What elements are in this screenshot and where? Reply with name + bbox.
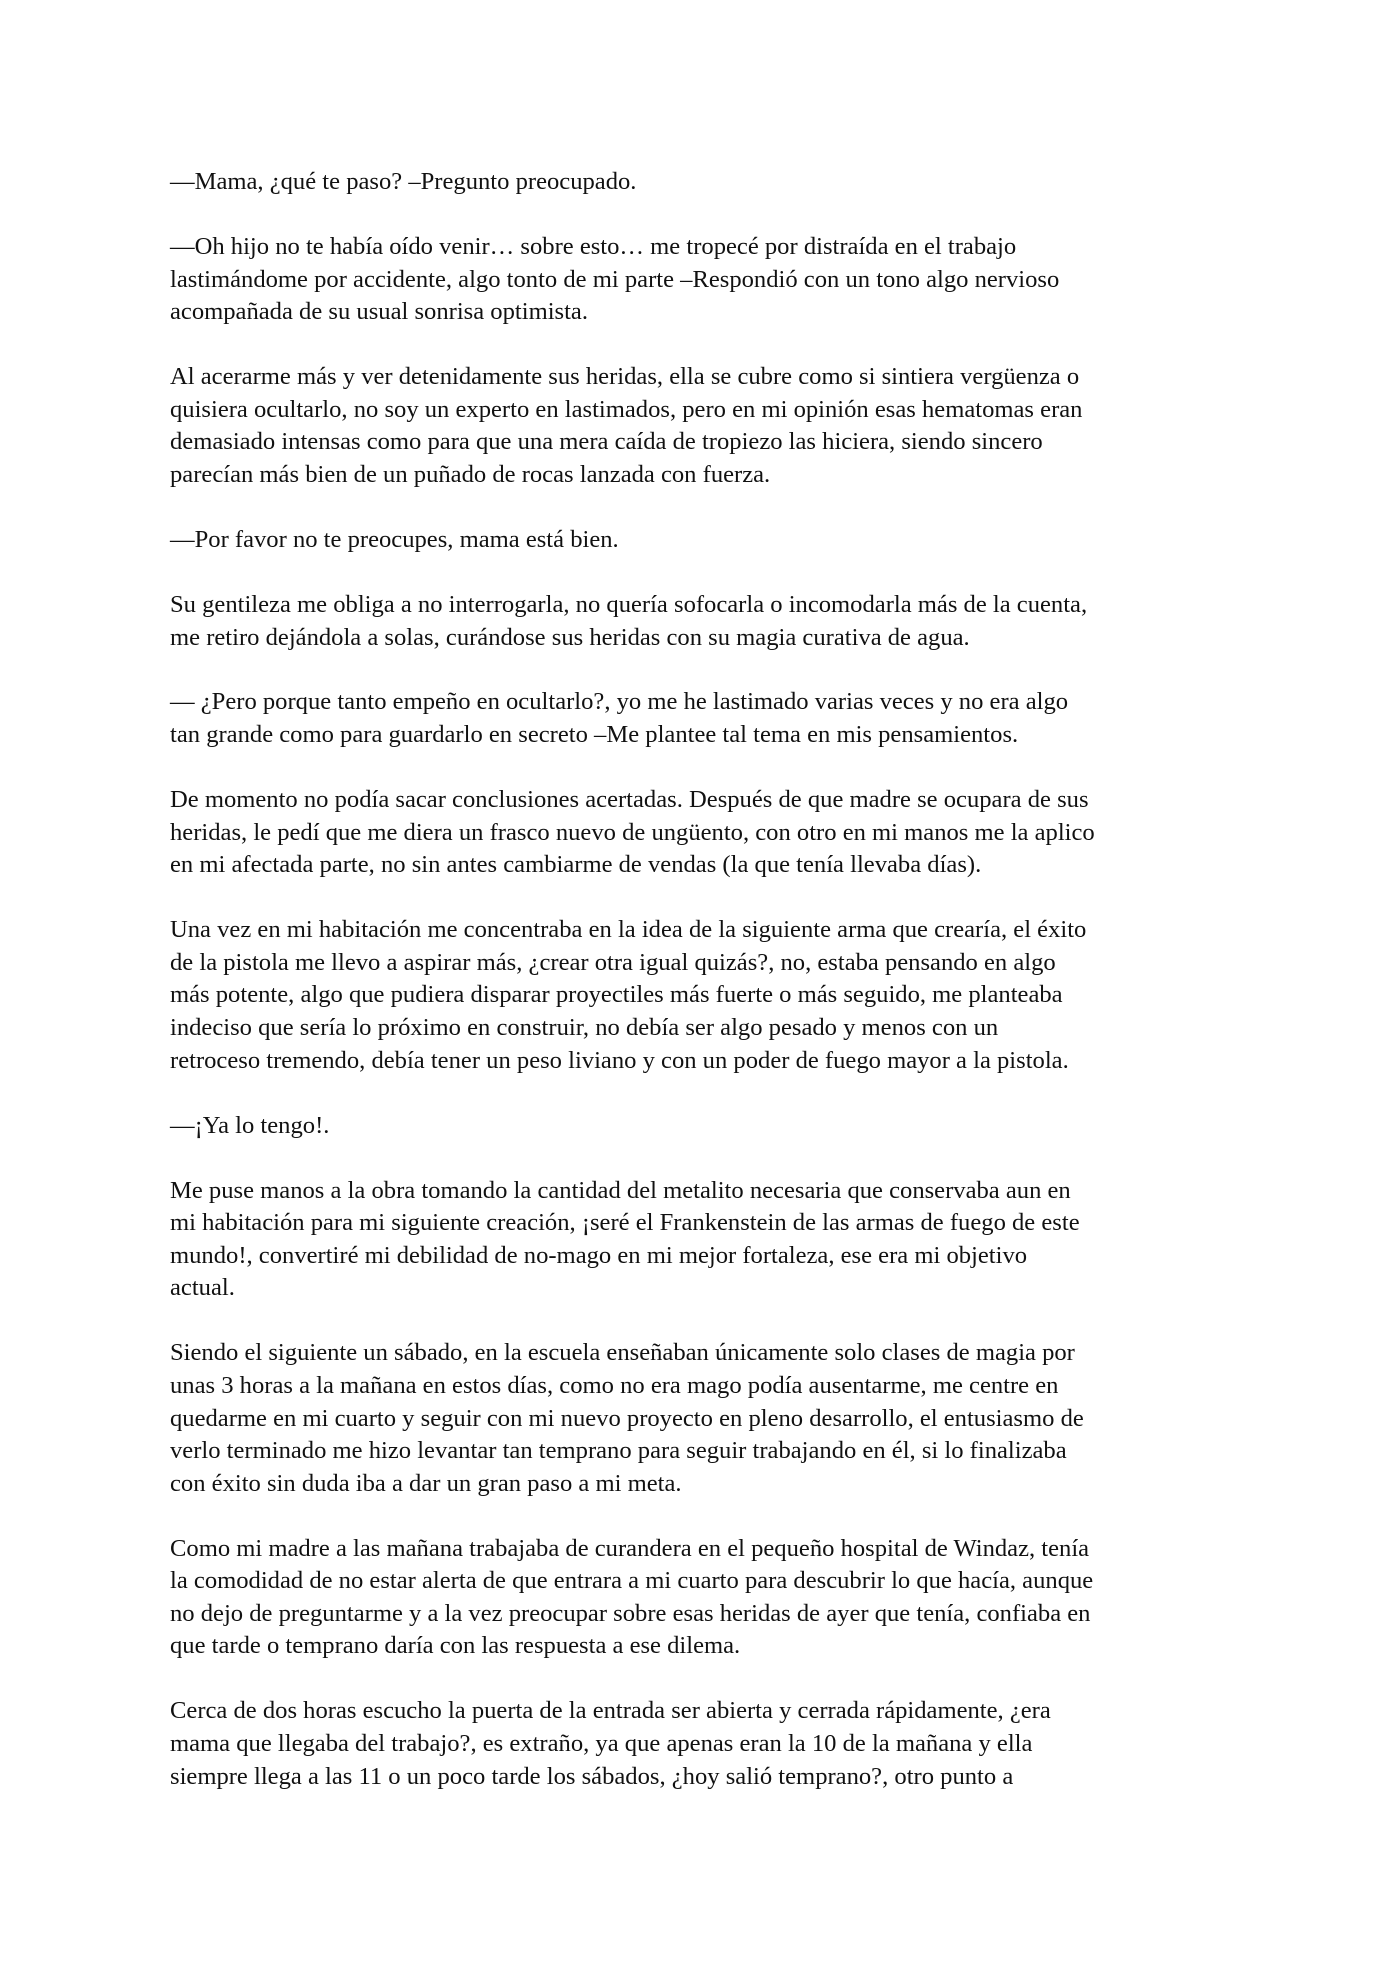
paragraph-11: Siendo el siguiente un sábado, en la escuela enseñaban únicamente solo clases de magia por unas 3 horas a la mañana en estos días, como no era mago podía ausentarme, me centre en quedarme en mi cuarto y seguir con mi nuevo proyecto en pleno desarrollo, el entusiasmo de verlo terminado me hizo levantar tan temprano para seguir trabajando en él, si lo finalizaba con éxito sin duda iba a dar un gran paso a mi meta. <box>170 1339 1084 1497</box>
paragraph-6: — ¿Pero porque tanto empeño en ocultarlo?, yo me he lastimado varias veces y no era algo tan grande como para guardarlo en secreto –Me plantee tal tema en mis pensamientos. <box>170 688 1069 749</box>
document-body <box>170 166 1240 1826</box>
paragraph-5: Su gentileza me obliga a no interrogarla, no quería sofocarla o incomodarla más de la cuenta, me retiro dejándola a solas, curándose sus heridas con su magia curativa de agua. <box>170 590 1088 651</box>
paragraph-9: —¡Ya lo tengo!. <box>170 1111 330 1139</box>
paragraph-12: Como mi madre a las mañana trabajaba de curandera en el pequeño hospital de Windaz, tenía la comodidad de no estar alerta de que entrara a mi cuarto para descubrir lo que hacía, aunque no dejo de preguntarme y a la vez preocupar sobre esas heridas de ayer que tenía, confiaba en que tarde o temprano daría con las respuesta a ese dilema. <box>170 1534 1094 1660</box>
paragraph-8: Una vez en mi habitación me concentraba en la idea de la siguiente arma que crearía, el éxito de la pistola me llevo a aspirar más, ¿crear otra igual quizás?, no, estaba pensando en algo más potente, algo que pudiera disparar proyectiles más fuerte o más seguido, me planteaba indeciso que sería lo próximo en construir, no debía ser algo pesado y menos con un retroceso tremendo, debía tener un peso liviano y con un poder de fuego mayor a la pistola. <box>170 916 1087 1074</box>
paragraph-1: —Mama, ¿qué te paso? –Pregunto preocupado. <box>170 168 637 195</box>
paragraph-2: —Oh hijo no te había oído venir… sobre esto… me tropecé por distraída en el trabajo lastimándome por accidente, algo tonto de mi parte –Respondió con un tono algo nervioso acompañada de su usual sonrisa optimista. <box>170 232 1060 326</box>
paragraph-10: Me puse manos a la obra tomando la cantidad del metalito necesaria que conservaba aun en mi habitación para mi siguiente creación, ¡seré el Frankenstein de las armas de fuego de este mundo!, convertiré mi debilidad de no-mago en mi mejor fortaleza, ese era mi objetivo actual. <box>170 1176 1080 1302</box>
paragraph-7: De momento no podía sacar conclusiones acertadas. Después de que madre se ocupara de sus heridas, le pedí que me diera un frasco nuevo de ungüento, con otro en mi manos me la aplico en mi afectada parte, no sin antes cambiarme de vendas (la que tenía llevaba días). <box>170 786 1095 879</box>
paragraph-13: Cerca de dos horas escucho la puerta de la entrada ser abierta y cerrada rápidamente, ¿era mama que llegaba del trabajo?, es extraño, ya que apenas eran la 10 de la mañana y ella siempre llega a las 11 o un poco tarde los sábados, ¿hoy salió temprano?, otro punto a <box>170 1697 1051 1790</box>
paragraph-3: Al acerarme más y ver detenidamente sus heridas, ella se cubre como si sintiera vergüenza o quisiera ocultarlo, no soy un experto en lastimados, pero en mi opinión esas hematomas eran demasiado intensas como para que una mera caída de tropiezo las hiciera, siendo sincero parecían más bien de un puñado de rocas lanzada con fuerza. <box>170 363 1083 488</box>
paragraph-4: —Por favor no te preocupes, mama está bien. <box>170 525 619 553</box>
